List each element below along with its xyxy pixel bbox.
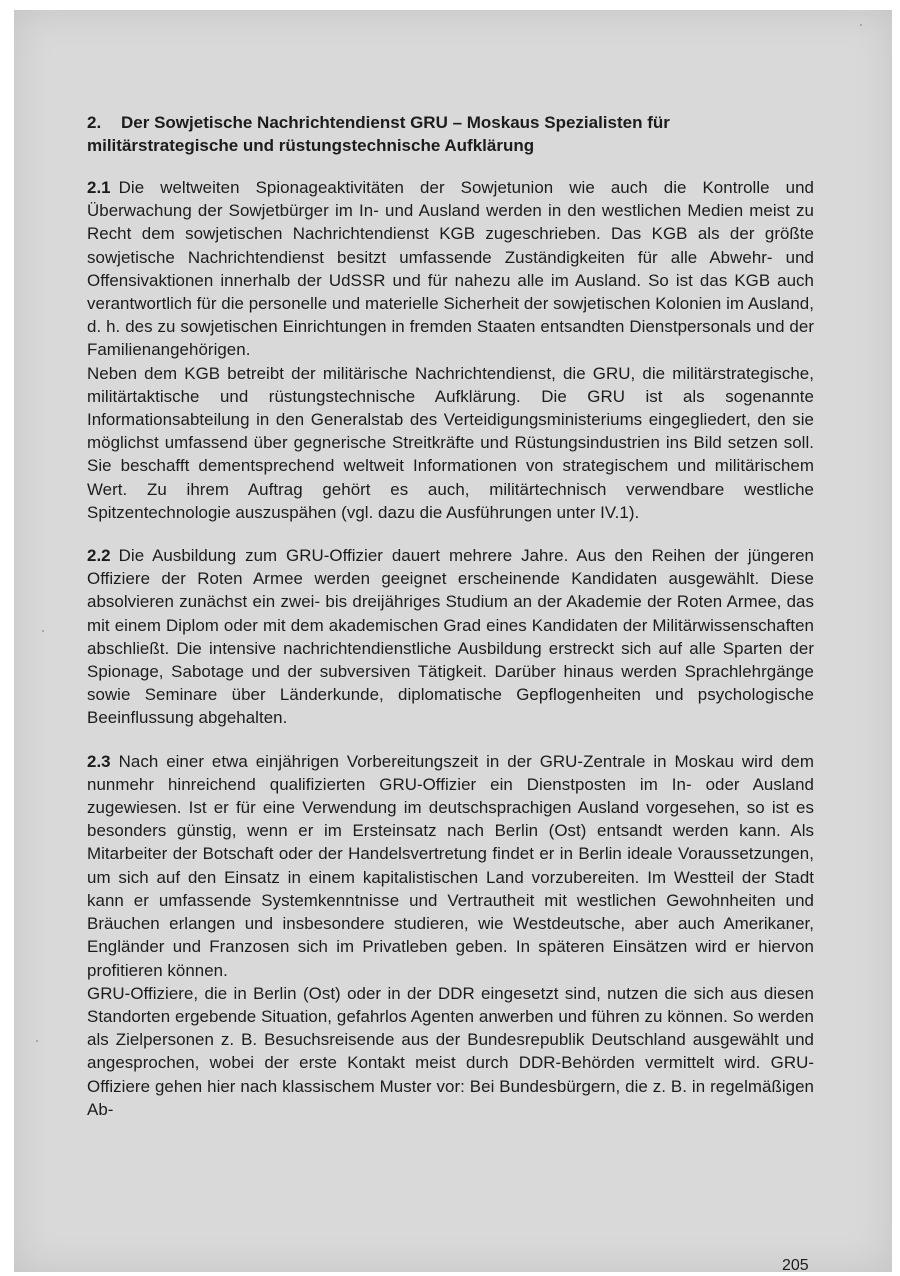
heading-number: 2. [87, 113, 102, 132]
scanned-page [14, 10, 892, 1272]
section-2-1 [87, 176, 814, 524]
section-2-3 [87, 750, 814, 1121]
section-heading [87, 111, 814, 157]
paragraph-text: Die weltweiten Spionageaktivitäten der Sowjetunion wie auch die Kontrolle und Überwachung der Sowjetbürger im In- und Ausland werden in den westlichen Medien meist zu Recht dem sowjetischen Nachrichtendienst KGB zugeschrieben. Das KGB als der größte sowjetische Nachrichtendienst besitzt umfassende Zuständigkeiten für alle Abwehr- und Offensivaktionen innerhalb der UdSSR und für nahezu alle im Ausland. So ist das KGB auch verantwortlich für die personelle und materielle Sicherheit der sowjetischen Kolonien im Ausland, d. h. des zu sowjetischen Einrichtungen in fremden Staaten entsandten Dienstpersonals und der Familienangehörigen. [87, 178, 814, 360]
scan-speck [42, 630, 44, 632]
paragraph [87, 750, 814, 982]
paragraph-text: Nach einer etwa einjährigen Vorbereitungszeit in der GRU-Zentrale in Moskau wird dem nunmehr hinreichend qualifizierten GRU-Offizier ein Dienstposten im In- oder Ausland zugewiesen. Ist er für eine Verwendung im deutschsprachigen Ausland vorgesehen, so ist es besonders günstig, wenn er im Ersteinsatz nach Berlin (Ost) entsandt werden kann. Als Mitarbeiter der Botschaft oder der Handelsvertretung findet er in Berlin ideale Voraussetzungen, um sich auf den Einsatz in einem kapitalistischen Land vorzubereiten. Im Westteil der Stadt kann er umfassende Systemkenntnisse und Vertrautheit mit westlichen Gewohnheiten und Bräuchen erlangen und insbesondere studieren, wie Westdeutsche, aber auch Amerikaner, Engländer und Franzosen sich im Privatleben geben. In späteren Einsätzen wird er hiervon profitieren können. [87, 751, 814, 980]
paragraph: Neben dem KGB betreibt der militärische Nachrichtendienst, die GRU, die militärstrategische, militärtaktische und rüstungstechnische Aufklärung. Die GRU ist als sogenannte Informationsabteilung in den Generalstab des Verteidigungsministeriums eingegliedert, den sie möglichst umfassend über gegnerische Streitkräfte und Rüstungsindustrien ins Bild setzen soll. Sie beschafft dementsprechend weltweit Informationen von strategischem und militärischem Wert. Zu ihrem Auftrag gehört es auch, militärtechnisch verwendbare westliche Spitzentechnologie auszuspähen (vgl. dazu die Ausführungen unter IV.1). [87, 363, 814, 522]
paragraph [87, 176, 814, 362]
section-number: 2.3 [87, 751, 111, 771]
page-number: 205 [782, 1257, 809, 1272]
paragraph-text: Die Ausbildung zum GRU-Offizier dauert mehrere Jahre. Aus den Reihen der jüngeren Offiziere der Roten Armee werden geeignet erscheinende Kandidaten ausgewählt. Diese absolvieren zunächst ein zwei- bis dreijähriges Studium an der Akademie der Roten Armee, das mit einem Diplom oder mit dem akademischen Grad eines Kandidaten der Militärwissenschaften abschließt. Die intensive nachrichtendienstliche Ausbildung erstreckt sich auf alle Sparten der Spionage, Sabotage und der subversiven Tätigkeit. Darüber hinaus werden Sprachlehrgänge sowie Seminare über Länderkunde, diplomatische Gepflogenheiten und psychologische Beeinflussung abgehalten. [87, 546, 814, 728]
section-2-2 [87, 544, 814, 730]
paragraph [87, 544, 814, 730]
section-number: 2.1 [87, 178, 111, 197]
scan-speck [36, 1040, 38, 1042]
heading-text: Der Sowjetische Nachrichtendienst GRU – Moskaus Spezialisten für militärstrategische und rüstungstechnische Aufklärung [87, 113, 670, 155]
section-number: 2.2 [87, 546, 111, 566]
document-body [87, 111, 814, 1121]
paragraph: GRU-Offiziere, die in Berlin (Ost) oder in der DDR eingesetzt sind, nutzen die sich aus diesen Standorten ergebende Situation, gefahrlos Agenten anwerben und führen zu können. So werden als Zielpersonen z. B. Besuchsreisende aus der Bundesrepublik Deutschland ausgewählt und angesprochen, wobei der erste Kontakt meist durch DDR-Behörden vermittelt wird. GRU-Offiziere gehen hier nach klassischem Muster vor: Bei Bundesbürgern, die z. B. in regelmäßigen Ab- [87, 983, 814, 1119]
scan-speck [860, 24, 862, 26]
